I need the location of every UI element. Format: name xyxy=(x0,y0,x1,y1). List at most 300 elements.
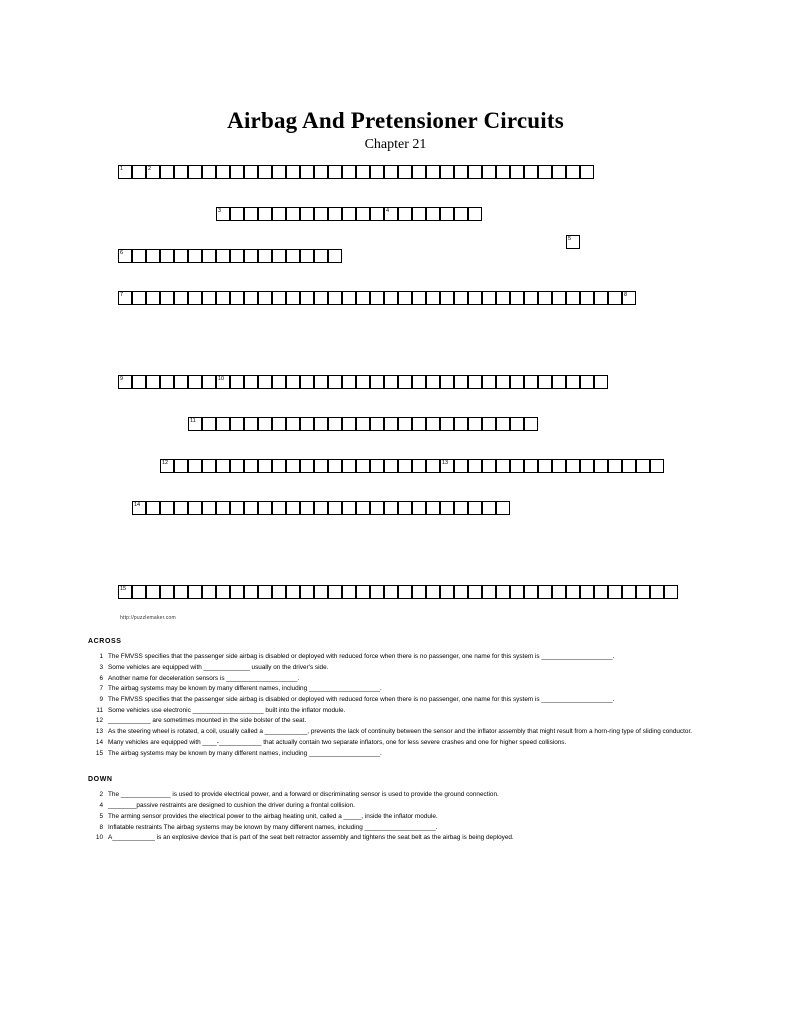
crossword-cell[interactable] xyxy=(272,165,286,179)
crossword-cell[interactable] xyxy=(342,585,356,599)
crossword-cell[interactable] xyxy=(496,417,510,431)
crossword-cell[interactable] xyxy=(328,249,342,263)
crossword-cell[interactable] xyxy=(244,585,258,599)
crossword-cell[interactable] xyxy=(132,249,146,263)
crossword-cell[interactable] xyxy=(664,585,678,599)
crossword-cell[interactable] xyxy=(426,585,440,599)
crossword-cell[interactable] xyxy=(258,291,272,305)
crossword-cell[interactable] xyxy=(300,249,314,263)
crossword-cell[interactable] xyxy=(160,585,174,599)
crossword-cell[interactable] xyxy=(412,459,426,473)
crossword-cell[interactable] xyxy=(118,165,132,179)
crossword-cell[interactable] xyxy=(482,585,496,599)
crossword-cell[interactable] xyxy=(300,417,314,431)
crossword-cell[interactable] xyxy=(174,501,188,515)
crossword-cell-number: 10 xyxy=(218,376,225,382)
crossword-cell-number: 9 xyxy=(120,376,124,382)
crossword-cell[interactable] xyxy=(342,165,356,179)
crossword-cell[interactable] xyxy=(468,417,482,431)
crossword-cell[interactable] xyxy=(258,375,272,389)
crossword-cell[interactable] xyxy=(146,165,160,179)
crossword-cell[interactable] xyxy=(272,249,286,263)
crossword-cell[interactable] xyxy=(230,291,244,305)
crossword-cell[interactable] xyxy=(188,165,202,179)
crossword-cell[interactable] xyxy=(510,585,524,599)
crossword-cell[interactable] xyxy=(286,417,300,431)
crossword-cell[interactable] xyxy=(496,585,510,599)
crossword-cell[interactable] xyxy=(440,417,454,431)
crossword-cell[interactable] xyxy=(202,165,216,179)
crossword-cell[interactable] xyxy=(118,585,132,599)
crossword-cell[interactable] xyxy=(258,165,272,179)
crossword-cell[interactable] xyxy=(286,375,300,389)
crossword-cell[interactable] xyxy=(216,417,230,431)
crossword-cell[interactable] xyxy=(496,375,510,389)
across-clue xyxy=(88,706,708,715)
crossword-cell[interactable] xyxy=(272,375,286,389)
crossword-cell[interactable] xyxy=(160,375,174,389)
across-heading: ACROSS xyxy=(88,638,122,645)
crossword-cell[interactable] xyxy=(300,459,314,473)
crossword-cell[interactable] xyxy=(146,291,160,305)
crossword-cell[interactable] xyxy=(412,165,426,179)
crossword-cell[interactable] xyxy=(160,165,174,179)
crossword-cell[interactable] xyxy=(566,165,580,179)
crossword-cell[interactable] xyxy=(580,585,594,599)
crossword-cell[interactable] xyxy=(650,459,664,473)
crossword-cell[interactable] xyxy=(244,165,258,179)
crossword-cell[interactable] xyxy=(566,375,580,389)
crossword-cell[interactable] xyxy=(510,459,524,473)
crossword-cell[interactable] xyxy=(398,459,412,473)
across-clue-number: 7 xyxy=(99,685,103,693)
crossword-cell[interactable] xyxy=(146,375,160,389)
crossword-cell-number: 4 xyxy=(386,208,390,214)
crossword-cell[interactable] xyxy=(370,207,384,221)
crossword-cell[interactable] xyxy=(356,585,370,599)
crossword-cell[interactable] xyxy=(608,459,622,473)
crossword-cell[interactable] xyxy=(426,501,440,515)
crossword-cell[interactable] xyxy=(244,249,258,263)
crossword-cell[interactable] xyxy=(160,501,174,515)
crossword-cell[interactable] xyxy=(454,501,468,515)
crossword-cell[interactable] xyxy=(356,291,370,305)
crossword-cell[interactable] xyxy=(300,291,314,305)
crossword-cell-number: 1 xyxy=(120,166,124,172)
crossword-cell[interactable] xyxy=(314,207,328,221)
crossword-cell-number: 7 xyxy=(120,292,124,298)
crossword-cell[interactable] xyxy=(580,165,594,179)
crossword-cell[interactable] xyxy=(258,417,272,431)
crossword-cell[interactable] xyxy=(510,375,524,389)
crossword-cell[interactable] xyxy=(160,249,174,263)
crossword-cell[interactable] xyxy=(552,459,566,473)
across-clue-text: As the steering wheel is rotated, a coil, usually called a ____________, prevents the lack of continuity between the sensor and the inflator assembly that might result from a horn-ring type of sliding conductor. xyxy=(108,728,693,736)
crossword-cell[interactable] xyxy=(482,291,496,305)
crossword-cell[interactable] xyxy=(580,375,594,389)
crossword-cell[interactable] xyxy=(356,207,370,221)
crossword-cell[interactable] xyxy=(538,375,552,389)
crossword-cell[interactable] xyxy=(202,375,216,389)
crossword-cell[interactable] xyxy=(398,501,412,515)
crossword-cell[interactable] xyxy=(272,501,286,515)
crossword-cell[interactable] xyxy=(258,585,272,599)
crossword-cell[interactable] xyxy=(384,585,398,599)
crossword-cell[interactable] xyxy=(636,585,650,599)
crossword-cell[interactable] xyxy=(538,165,552,179)
crossword-cell[interactable] xyxy=(174,249,188,263)
crossword-cell[interactable] xyxy=(258,249,272,263)
crossword-cell[interactable] xyxy=(538,585,552,599)
crossword-cell[interactable] xyxy=(216,501,230,515)
crossword-cell[interactable] xyxy=(174,585,188,599)
crossword-cell[interactable] xyxy=(272,207,286,221)
crossword-cell[interactable] xyxy=(594,291,608,305)
crossword-cell[interactable] xyxy=(230,501,244,515)
crossword-cell[interactable] xyxy=(426,417,440,431)
crossword-cell[interactable] xyxy=(454,291,468,305)
crossword-cell[interactable] xyxy=(188,375,202,389)
crossword-cell[interactable] xyxy=(314,249,328,263)
crossword-cell[interactable] xyxy=(146,501,160,515)
across-clue xyxy=(88,674,708,683)
crossword-cell[interactable] xyxy=(328,165,342,179)
crossword-cell[interactable] xyxy=(440,165,454,179)
page-subtitle: Chapter 21 xyxy=(364,137,427,152)
crossword-cell[interactable] xyxy=(216,207,230,221)
crossword-cell[interactable] xyxy=(454,207,468,221)
crossword-cell[interactable] xyxy=(412,417,426,431)
crossword-cell[interactable] xyxy=(440,375,454,389)
crossword-cell[interactable] xyxy=(510,291,524,305)
crossword-cell[interactable] xyxy=(356,501,370,515)
crossword-cell[interactable] xyxy=(202,417,216,431)
crossword-cell[interactable] xyxy=(300,375,314,389)
crossword-cell[interactable] xyxy=(552,165,566,179)
crossword-cell[interactable] xyxy=(552,585,566,599)
crossword-cell[interactable] xyxy=(496,291,510,305)
crossword-cell[interactable] xyxy=(384,291,398,305)
crossword-cell-number: 3 xyxy=(218,208,222,214)
crossword-cell[interactable] xyxy=(314,585,328,599)
crossword-cell[interactable] xyxy=(216,375,230,389)
crossword-cell[interactable] xyxy=(468,291,482,305)
crossword-cell[interactable] xyxy=(566,585,580,599)
crossword-cell[interactable] xyxy=(482,459,496,473)
crossword-cell[interactable] xyxy=(272,459,286,473)
crossword-cell[interactable] xyxy=(454,375,468,389)
crossword-cell[interactable] xyxy=(426,165,440,179)
crossword-cell[interactable] xyxy=(300,585,314,599)
crossword-cell[interactable] xyxy=(440,291,454,305)
crossword-cell[interactable] xyxy=(496,165,510,179)
crossword-cell[interactable] xyxy=(356,375,370,389)
crossword-cell[interactable] xyxy=(132,165,146,179)
crossword-cell[interactable] xyxy=(342,207,356,221)
crossword-cell[interactable] xyxy=(202,249,216,263)
crossword-cell[interactable] xyxy=(384,501,398,515)
crossword-cell[interactable] xyxy=(454,585,468,599)
crossword-cell[interactable] xyxy=(314,375,328,389)
crossword-cell[interactable] xyxy=(244,375,258,389)
crossword-cell[interactable] xyxy=(328,417,342,431)
crossword-cell-number: 15 xyxy=(120,586,127,592)
crossword-cell[interactable] xyxy=(132,375,146,389)
crossword-cell[interactable] xyxy=(216,249,230,263)
crossword-cell[interactable] xyxy=(286,459,300,473)
crossword-cell[interactable] xyxy=(174,165,188,179)
crossword-cell[interactable] xyxy=(314,459,328,473)
crossword-cell[interactable] xyxy=(146,249,160,263)
down-clue xyxy=(88,790,708,799)
crossword-cell[interactable] xyxy=(314,501,328,515)
crossword-cell[interactable] xyxy=(468,585,482,599)
crossword-cell[interactable] xyxy=(566,235,580,249)
crossword-cell[interactable] xyxy=(188,459,202,473)
crossword-cell[interactable] xyxy=(342,291,356,305)
crossword-cell[interactable] xyxy=(188,291,202,305)
crossword-cell[interactable] xyxy=(496,501,510,515)
crossword-cell[interactable] xyxy=(426,207,440,221)
crossword-cell[interactable] xyxy=(384,375,398,389)
crossword-cell[interactable] xyxy=(468,207,482,221)
crossword-cell[interactable] xyxy=(356,417,370,431)
crossword-cell[interactable] xyxy=(216,165,230,179)
crossword-cell[interactable] xyxy=(202,585,216,599)
crossword-cell[interactable] xyxy=(384,459,398,473)
crossword-cell[interactable] xyxy=(258,459,272,473)
crossword-cell[interactable] xyxy=(496,459,510,473)
crossword-cell[interactable] xyxy=(300,501,314,515)
crossword-cell[interactable] xyxy=(272,291,286,305)
crossword-cell[interactable] xyxy=(412,291,426,305)
crossword-cell[interactable] xyxy=(342,459,356,473)
across-clue-text: The airbag systems may be known by many different names, including ____________________. xyxy=(108,685,382,693)
crossword-cell[interactable] xyxy=(118,291,132,305)
crossword-cell[interactable] xyxy=(314,165,328,179)
crossword-cell[interactable] xyxy=(202,501,216,515)
crossword-cell[interactable] xyxy=(244,459,258,473)
crossword-cell[interactable] xyxy=(370,585,384,599)
crossword-cell[interactable] xyxy=(272,585,286,599)
crossword-cell[interactable] xyxy=(258,501,272,515)
crossword-cell[interactable] xyxy=(398,165,412,179)
crossword-cell[interactable] xyxy=(286,585,300,599)
across-clue xyxy=(88,695,708,704)
crossword-cell-number: 14 xyxy=(134,502,141,508)
crossword-cell[interactable] xyxy=(482,375,496,389)
crossword-cell[interactable] xyxy=(622,459,636,473)
crossword-cell[interactable] xyxy=(524,585,538,599)
crossword-cell[interactable] xyxy=(132,291,146,305)
crossword-cell[interactable] xyxy=(552,375,566,389)
crossword-cell[interactable] xyxy=(468,459,482,473)
crossword-cell[interactable] xyxy=(426,375,440,389)
crossword-cell[interactable] xyxy=(524,165,538,179)
crossword-cell[interactable] xyxy=(356,165,370,179)
crossword-cell[interactable] xyxy=(188,417,202,431)
across-clue xyxy=(88,684,708,693)
crossword-cell[interactable] xyxy=(370,291,384,305)
crossword-cell[interactable] xyxy=(538,459,552,473)
crossword-cell[interactable] xyxy=(370,165,384,179)
crossword-cell[interactable] xyxy=(454,165,468,179)
crossword-cell[interactable] xyxy=(426,459,440,473)
crossword-cell[interactable] xyxy=(384,165,398,179)
crossword-cell[interactable] xyxy=(524,375,538,389)
crossword-cell[interactable] xyxy=(370,459,384,473)
crossword-cell[interactable] xyxy=(174,375,188,389)
crossword-cell[interactable] xyxy=(118,249,132,263)
across-clue-text: The FMVSS specifies that the passenger side airbag is disabled or deployed with reduced force when there is no passenger, one name for this system is ____________________. xyxy=(108,653,615,661)
crossword-cell[interactable] xyxy=(622,585,636,599)
crossword-cell[interactable] xyxy=(342,375,356,389)
crossword-cell[interactable] xyxy=(202,459,216,473)
crossword-cell-number: 13 xyxy=(442,460,449,466)
across-clue xyxy=(88,738,708,747)
crossword-cell[interactable] xyxy=(566,459,580,473)
crossword-cell[interactable] xyxy=(524,417,538,431)
crossword-cell[interactable] xyxy=(230,165,244,179)
crossword-cell[interactable] xyxy=(286,501,300,515)
crossword-cell[interactable] xyxy=(286,249,300,263)
crossword-cell[interactable] xyxy=(188,501,202,515)
crossword-cell[interactable] xyxy=(412,207,426,221)
crossword-cell[interactable] xyxy=(412,501,426,515)
crossword-cell[interactable] xyxy=(636,459,650,473)
crossword-cell[interactable] xyxy=(440,585,454,599)
crossword-cell[interactable] xyxy=(580,459,594,473)
crossword-cell-number: 2 xyxy=(148,166,152,172)
crossword-cell[interactable] xyxy=(160,291,174,305)
crossword-cell[interactable] xyxy=(552,291,566,305)
down-clue-list xyxy=(88,790,708,842)
crossword-cell[interactable] xyxy=(412,585,426,599)
crossword-cell[interactable] xyxy=(328,459,342,473)
crossword-cell[interactable] xyxy=(132,501,146,515)
crossword-cell[interactable] xyxy=(510,417,524,431)
crossword-cell[interactable] xyxy=(524,459,538,473)
crossword-cell[interactable] xyxy=(174,459,188,473)
crossword-cell[interactable] xyxy=(314,291,328,305)
crossword-cell[interactable] xyxy=(328,291,342,305)
crossword-cell[interactable] xyxy=(230,459,244,473)
crossword-cell[interactable] xyxy=(650,585,664,599)
crossword-cell[interactable] xyxy=(314,417,328,431)
down-clue-text: The ______________ is used to provide electrical power, and a forward or discriminating sensor is used to provide the ground connection. xyxy=(108,791,499,799)
crossword-cell[interactable] xyxy=(342,501,356,515)
crossword-cell[interactable] xyxy=(608,291,622,305)
crossword-cell[interactable] xyxy=(188,585,202,599)
crossword-cell[interactable] xyxy=(594,585,608,599)
across-clue-text: Another name for deceleration sensors is ____________________. xyxy=(108,674,300,682)
crossword-cell[interactable] xyxy=(468,375,482,389)
crossword-cell[interactable] xyxy=(300,165,314,179)
crossword-cell[interactable] xyxy=(370,501,384,515)
crossword-cell[interactable] xyxy=(622,291,636,305)
crossword-cell[interactable] xyxy=(160,459,174,473)
crossword-cell[interactable] xyxy=(230,417,244,431)
crossword-cell[interactable] xyxy=(384,207,398,221)
crossword-cell[interactable] xyxy=(440,459,454,473)
crossword-cell[interactable] xyxy=(454,417,468,431)
crossword-cell[interactable] xyxy=(328,375,342,389)
crossword-cell[interactable] xyxy=(468,501,482,515)
crossword-cell[interactable] xyxy=(398,585,412,599)
crossword-cell[interactable] xyxy=(244,291,258,305)
crossword-cell[interactable] xyxy=(398,291,412,305)
crossword-cell[interactable] xyxy=(286,165,300,179)
crossword-cell[interactable] xyxy=(482,417,496,431)
crossword-cell[interactable] xyxy=(384,417,398,431)
crossword-cell[interactable] xyxy=(370,375,384,389)
crossword-cell[interactable] xyxy=(356,459,370,473)
crossword-cell[interactable] xyxy=(132,585,146,599)
down-clue xyxy=(88,833,708,842)
crossword-cell[interactable] xyxy=(524,291,538,305)
crossword-cell[interactable] xyxy=(398,207,412,221)
crossword-cell[interactable] xyxy=(258,207,272,221)
crossword-cell[interactable] xyxy=(188,249,202,263)
crossword-cell[interactable] xyxy=(454,459,468,473)
down-clue-text: A____________ is an explosive device that is part of the seat belt retractor assembly and tightens the seat belt as the airbag is being deployed. xyxy=(108,834,514,842)
credit-line: http://puzzlemaker.com xyxy=(120,615,176,621)
crossword-cell[interactable] xyxy=(412,375,426,389)
crossword-cell[interactable] xyxy=(440,501,454,515)
crossword-cell[interactable] xyxy=(398,375,412,389)
crossword-cell[interactable] xyxy=(230,375,244,389)
crossword-cell[interactable] xyxy=(244,501,258,515)
crossword-cell[interactable] xyxy=(594,459,608,473)
crossword-cell[interactable] xyxy=(174,291,188,305)
crossword-cell[interactable] xyxy=(328,207,342,221)
crossword-cell[interactable] xyxy=(594,375,608,389)
crossword-cell[interactable] xyxy=(202,291,216,305)
crossword-cell[interactable] xyxy=(230,207,244,221)
crossword-cell[interactable] xyxy=(300,207,314,221)
crossword-cell[interactable] xyxy=(538,291,552,305)
crossword-cell[interactable] xyxy=(216,585,230,599)
crossword-cell[interactable] xyxy=(216,459,230,473)
crossword-cell[interactable] xyxy=(426,291,440,305)
crossword-cell[interactable] xyxy=(468,165,482,179)
crossword-cell[interactable] xyxy=(608,585,622,599)
crossword-cell[interactable] xyxy=(482,165,496,179)
crossword-cell[interactable] xyxy=(216,291,230,305)
crossword-cell[interactable] xyxy=(370,417,384,431)
crossword-cell[interactable] xyxy=(244,207,258,221)
crossword-cell[interactable] xyxy=(244,417,258,431)
crossword-cell[interactable] xyxy=(580,291,594,305)
crossword-cell[interactable] xyxy=(510,165,524,179)
crossword-cell[interactable] xyxy=(342,417,356,431)
crossword-cell[interactable] xyxy=(286,207,300,221)
crossword-cell[interactable] xyxy=(440,207,454,221)
across-clue xyxy=(88,663,708,672)
crossword-cell[interactable] xyxy=(118,375,132,389)
crossword-cell[interactable] xyxy=(286,291,300,305)
crossword-cell[interactable] xyxy=(272,417,286,431)
crossword-cell[interactable] xyxy=(328,501,342,515)
crossword-cell[interactable] xyxy=(566,291,580,305)
crossword-cell[interactable] xyxy=(328,585,342,599)
crossword-cell[interactable] xyxy=(230,249,244,263)
crossword-cell[interactable] xyxy=(398,417,412,431)
crossword-cell[interactable] xyxy=(482,501,496,515)
crossword-cell[interactable] xyxy=(230,585,244,599)
crossword-cell[interactable] xyxy=(146,585,160,599)
down-clue xyxy=(88,812,708,821)
